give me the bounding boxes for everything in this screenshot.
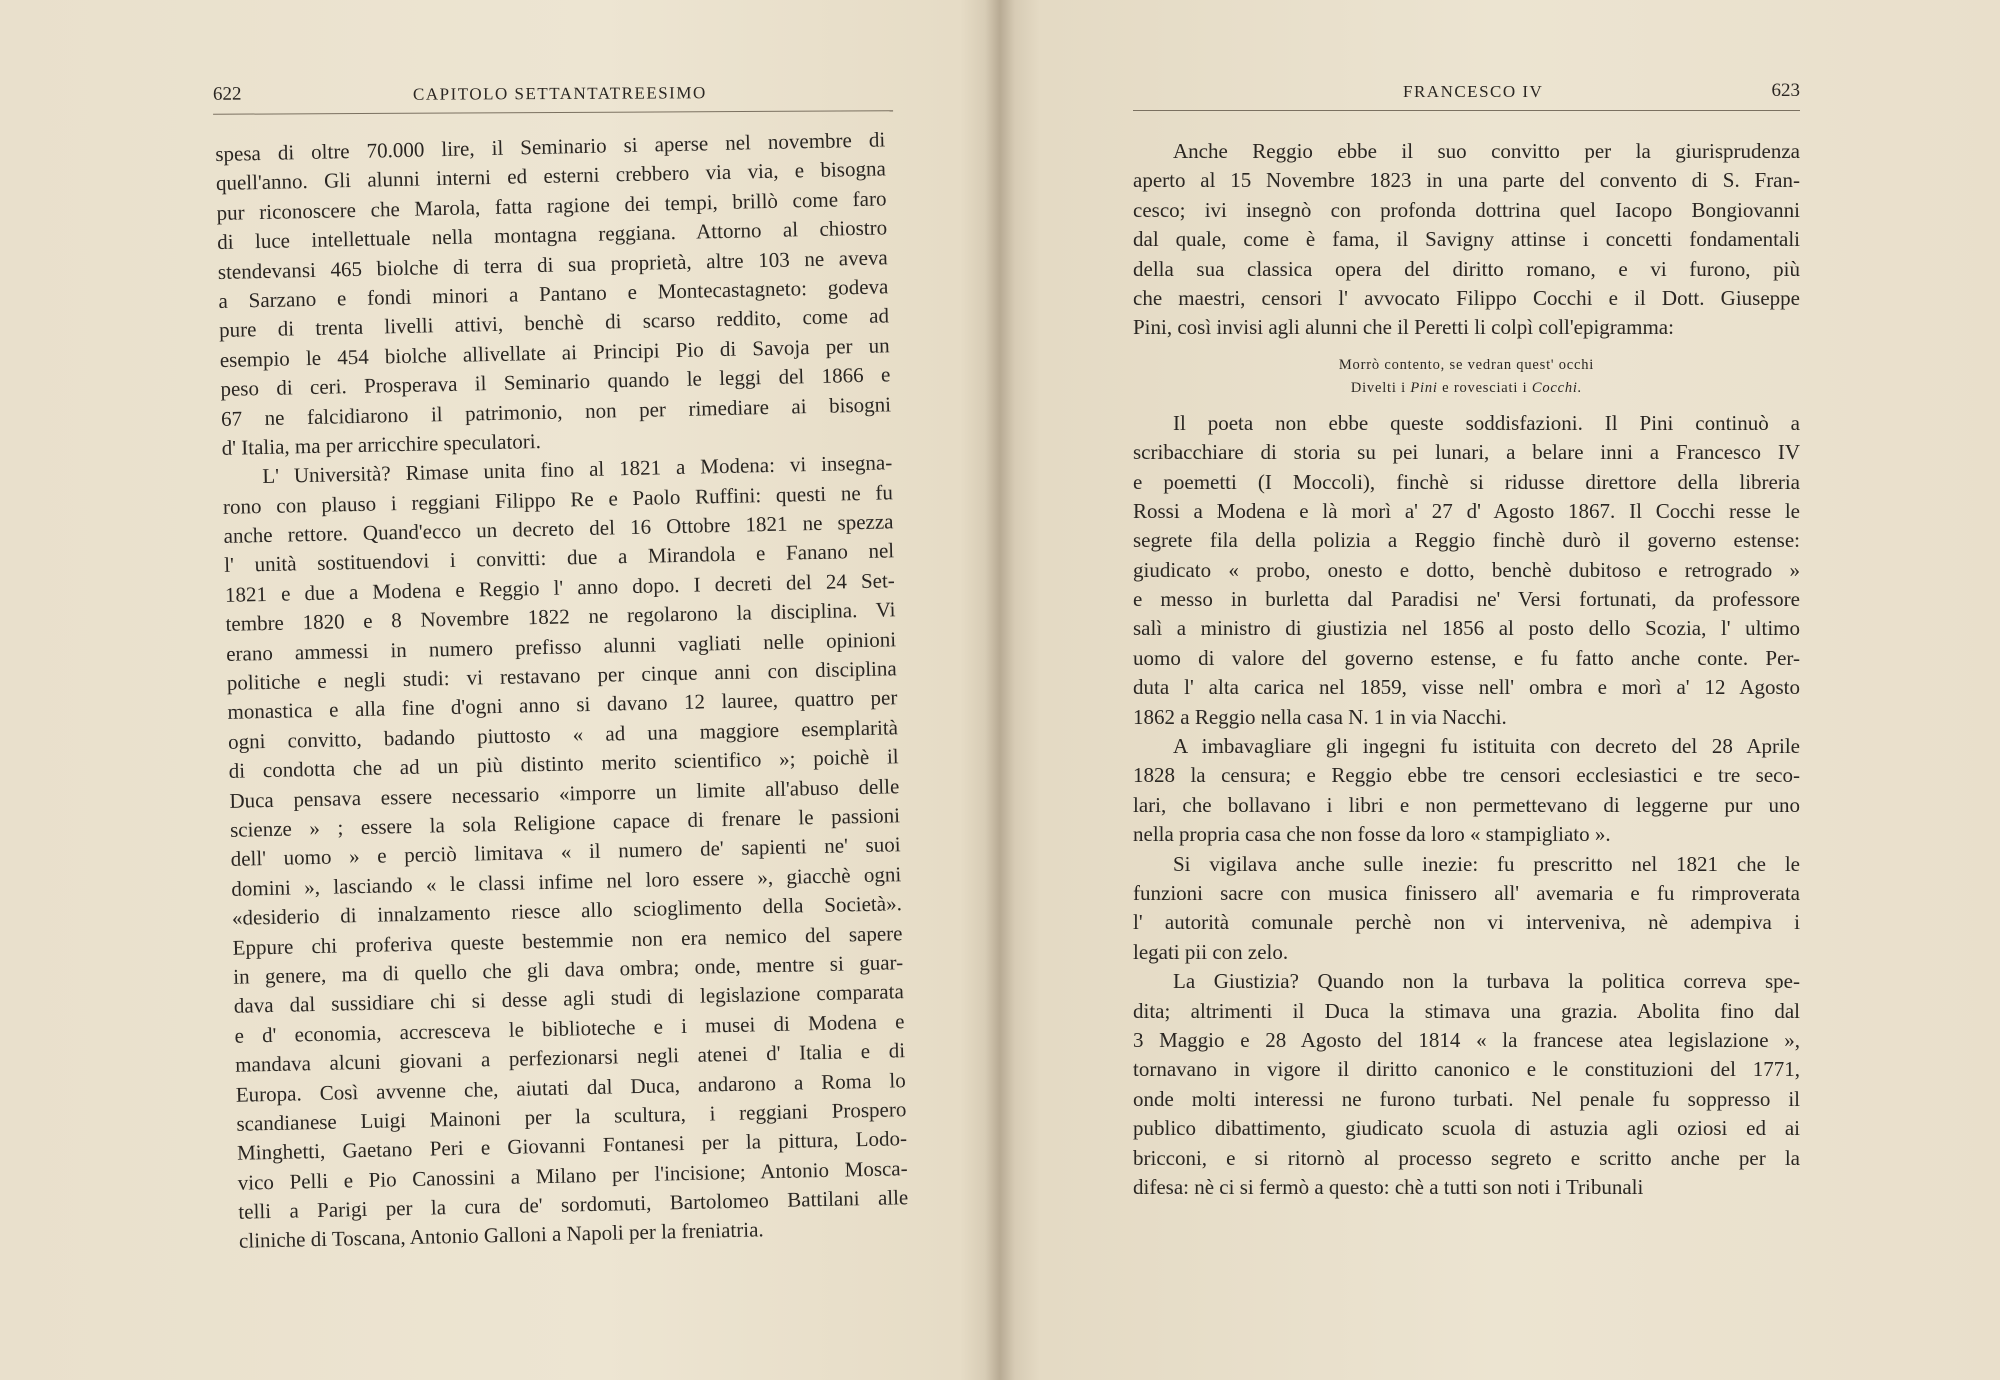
right-page-header [1133,80,1800,111]
text-line: erano ammessi in numero prefisso alunni vagliati nelle opinioni [225,626,897,666]
text-line: di luce intellettuale nella montagna reggiana. Attorno al chiostro [216,215,888,255]
text-line: L' Università? Rimase unita fino al 1821 a Modena: vi insegna- [262,450,893,489]
text-line: della sua classica opera del diritto romano, e vi furono, più [1133,256,1800,281]
text-line: a Sarzano e fondi minori a Pantano e Montecastagneto: godeva [218,274,889,313]
text-line: Anche Reggio ebbe il suo convitto per la giurisprudenza [1173,139,1800,163]
text-line: 3 Maggio e 28 Agosto del 1814 « la francese atea legislazione », [1133,1027,1800,1052]
left-page-number: 622 [212,83,242,105]
text-line: d' Italia, ma per arricchire speculatori. [221,428,542,460]
left-page-body [215,125,909,1256]
text-line: cliniche di Toscana, Antonio Galloni a Napoli per la freniatria. [238,1217,764,1254]
text-line: dell' uomo » e perciò limitava « il numero de' sapienti ne' suoi [230,832,901,872]
right-page [1000,0,2000,1380]
text-line: e d' economia, accresceva le biblioteche e i musei di Modena e [234,1008,905,1048]
text-line: e poemetti (I Moccoli), finchè si ridusse direttore della libreria [1133,469,1800,494]
text-line: segrete fila della polizia a Reggio finchè durò il governo estense: [1133,528,1800,553]
text-line: 1828 la censura; e Reggio ebbe tre censori ecclesiastici e tre seco- [1133,763,1800,788]
text-line: Europa. Così avvenne che, aiutati dal Duca, andarono a Roma lo [235,1067,906,1107]
text-line: Il poeta non ebbe queste soddisfazioni. Il Pini continuò a [1173,410,1800,435]
text-line: uomo di valore del governo estense, e fu fatto anche conte. Per- [1133,645,1800,670]
text-line: Duca pensava essere necessario «imporre un limite all'abuso delle [229,773,900,813]
text-line: legati pii con zelo. [1133,939,1289,964]
text-line: duta l' alta carica nel 1859, visse nell' ombra e morì a' 12 Agosto [1133,675,1800,700]
text-line: La Giustizia? Quando non la turbava la politica correva spe- [1173,969,1800,994]
left-page-header [213,80,893,115]
text-line: A imbavagliare gli ingegni fu istituita con decreto del 28 Aprile [1173,734,1800,759]
verse-line-2: Divelti i Pini e rovesciati i Cocchi. [1350,379,1583,396]
text-line: tembre 1820 e 8 Novembre 1822 ne regolarono la disciplina. Vi [225,597,896,637]
text-line: mandava alcuni giovani a perfezionarsi negli atenei d' Italia e di [234,1038,906,1077]
text-line: pure di trenta livelli attivi, benchè di scarso reddito, come ad [218,303,890,343]
text-line: monastica e alla fine d'ogni anno si davano 12 lauree, quattro per [227,685,898,725]
text-line: ogni convitto, badando piuttosto « ad una maggiore esemplarità [227,715,899,754]
text-line: difesa: nè ci si fermò a questo: chè a tutti son noti i Tribunali [1133,1174,1644,1199]
text-line: tornavano in vigore il diritto canonico e le constituzioni del 1771, [1133,1057,1800,1082]
text-line: vico Pelli e Pio Canossini a Milano per l'incisione; Antonio Mosca- [237,1155,908,1195]
text-line: in genere, ma di quello che gli dava ombra; onde, mentre si guar- [232,950,904,989]
text-line: scribacchiare di storia su pei lunari, a belare inni a Francesco IV [1133,440,1800,465]
text-line: «desiderio di innalzamento riesce allo scioglimento della Società». [231,891,903,930]
text-line: spesa di oltre 70.000 lire, il Seminario si aperse nel novembre di [215,127,886,166]
text-line: onde molti interessi ne furono turbati. Nel penale fu soppresso il [1133,1086,1800,1111]
text-line: Si vigilava anche sulle inezie: fu prescritto nel 1821 che le [1173,851,1800,876]
text-line: esempio le 454 biolche allivellate ai Principi Pio di Savoja per un [219,333,890,372]
text-line: telli a Parigi per la cura de' sordomuti, Bartolomeo Battilani alle [238,1185,909,1224]
text-line: aperto al 15 Novembre 1823 in una parte del convento di S. Fran- [1133,168,1800,193]
text-line: Rossi a Modena e là morì a' 27 d' Agosto 1867. Il Cocchi resse le [1133,498,1800,523]
text-line: l' unità sostituendovi i convitti: due a Mirandola e Fanano nel [224,538,895,578]
text-line: salì a ministro di giustizia nel 1856 al posto dello Scozia, l' ultimo [1133,616,1800,641]
text-line: dita; altrimenti il Duca la stimava una grazia. Abolita fino dal [1133,998,1800,1023]
text-line: scienze » ; essere la sola Religione capace di frenare le passioni [229,803,901,842]
text-line: Eppure chi proferiva queste bestemmie non era nemico del sapere [232,920,903,960]
text-line: dal quale, come è fama, il Savigny attinse i concetti fondamentali [1133,227,1800,252]
text-line: peso di ceri. Prosperava il Seminario quando le leggi del 1866 e [220,362,891,402]
epigram-verse [1133,343,1800,409]
text-line: Pini, così invisi agli alunni che il Peretti li colpì coll'epigramma: [1133,315,1674,340]
text-line: giudicato « probo, onesto e dotto, benchè dubitoso e retrogrado » [1133,557,1800,582]
right-page-number: 623 [1771,80,1800,101]
text-line: publico dibattimento, giudicato scuola di astuzia agli oziosi ed ai [1133,1116,1800,1141]
left-running-head: CAPITOLO SETTANTATREESIMO [412,83,707,104]
text-line: 67 ne falcidiarono il patrimonio, non per rimediare ai bisogni [220,391,892,431]
text-line: quell'anno. Gli alunni interni ed esterni crebbero via via, e bisogna [215,156,887,196]
right-text-after-verse [1133,409,1800,1203]
text-line: bricconi, e si ritornò al processo segreto e scritto anche per la [1133,1145,1800,1170]
text-line: scandianese Luigi Mainoni per la scultura, i reggiani Prospero [236,1097,907,1136]
text-line: 1821 e due a Modena e Reggio l' anno dopo. I decreti del 24 Set- [224,568,896,607]
right-text-before-verse [1133,137,1800,343]
text-line: rono con plauso i reggiani Filippo Re e Paolo Ruffini: questi ne fu [222,479,894,519]
text-line: dava dal sussidiare chi si desse agli studi di legislazione comparata [233,979,905,1019]
text-line: pur riconoscere che Marola, fatta ragione dei tempi, brillò come faro [216,186,887,225]
text-line: 1862 a Reggio nella casa N. 1 in via Nacchi. [1133,704,1507,729]
text-line: funzioni sacre con musica finissero all' avemaria e fu rimproverata [1133,880,1800,905]
text-line: domini », lasciando « le classi infime nel loro essere », giacchè ogni [231,861,902,901]
text-line: nella propria casa che non fosse da loro « stampigliato ». [1133,822,1611,847]
text-line: stendevansi 465 biolche di terra di sua proprietà, altre 103 ne aveva [217,244,888,284]
text-line: e messo in burletta dal Paradisi ne' Versi fortunati, da professore [1133,587,1800,612]
text-line: politiche e negli studi: vi restavano per cinque anni con disciplina [226,656,897,695]
right-page-body [1133,137,1800,1202]
text-line: di condotta che ad un più distinto merito scientifico »; poichè il [228,744,899,784]
text-line: lari, che bollavano i libri e non permettevano di leggerne pur uno [1133,792,1800,817]
verse-line-1: Morrò contento, se vedran quest' occhi [1338,356,1595,373]
text-line: Minghetti, Gaetano Peri e Giovanni Fontanesi per la pittura, Lodo- [236,1126,908,1166]
right-running-head: FRANCESCO IV [1403,82,1544,101]
text-line: cesco; ivi insegnò con profonda dottrina quel Iacopo Bongiovanni [1133,197,1800,222]
text-line: anche rettore. Quand'ecco un decreto del 16 Ottobre 1821 ne spezza [223,509,894,548]
text-line: che maestri, censori l' avvocato Filippo Cocchi e il Dott. Giuseppe [1133,285,1800,310]
text-line: l' autorità comunale perchè non vi interveniva, nè adempiva i [1133,910,1800,935]
